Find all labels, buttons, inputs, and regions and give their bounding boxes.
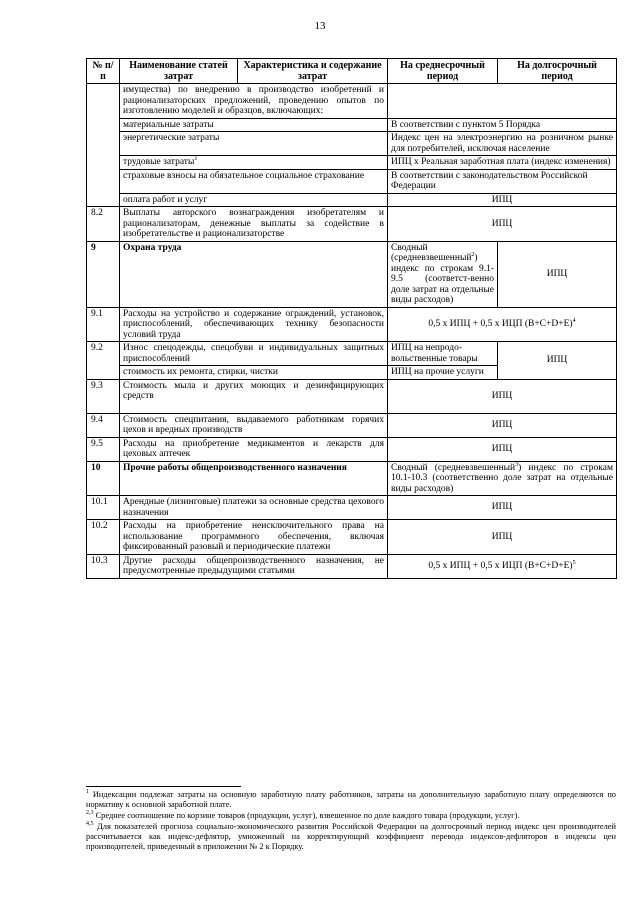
row-name: Стоимость мыла и других моющих и дезинфицирующих средств [120, 379, 388, 413]
table-row [87, 156, 617, 170]
row-value: ИПЦ [388, 207, 617, 242]
row-num: 10.1 [87, 496, 120, 520]
header-medium: На среднесрочный период [388, 59, 498, 84]
row-num: 10.3 [87, 554, 120, 578]
table-row [87, 193, 617, 207]
row-value: ИПЦ [388, 496, 617, 520]
table-row [87, 118, 617, 132]
header-desc: Характеристика и содержание затрат [238, 59, 388, 84]
row-name: Арендные (лизинговые) платежи за основные средства цехового назначения [120, 496, 388, 520]
row-num: 9.5 [87, 437, 120, 461]
row-value: 0,5 х ИПЦ + 0,5 х ИЦП $(B+C+D+E)^4$ [388, 307, 617, 342]
row-text: имущества) по внедрению в производство изобретений и рационализаторских предложений, проведению опытов по изготовлению моделей и образцов, включающих: [120, 84, 388, 119]
row-num: 9 [87, 241, 120, 307]
table-header [87, 59, 617, 84]
table-row [87, 413, 617, 437]
row-value: Индекс цен на электроэнергию на розничном рынке для потребителей, исключая население [388, 132, 617, 156]
row-value: ИПЦ [388, 437, 617, 461]
row-name: трудовые затраты$^1$ [120, 156, 388, 170]
footnote-ref: 4 [572, 317, 576, 324]
row-name: Расходы на приобретение медикаментов и лекарств для цеховых аптечек [120, 437, 388, 461]
row-name: Расходы на приобретение неисключительного права на использование программного обеспечения, включая фиксированный разовый и периодические платежи [120, 520, 388, 555]
row-name: энергетические затраты [120, 132, 388, 156]
table-row [87, 520, 617, 555]
row-name: Другие расходы общепроизводственного назначения, не предусмотренные предыдущими статьями [120, 554, 388, 578]
table-row [87, 241, 617, 307]
table-row [87, 132, 617, 156]
footnote-ref: 2 [471, 251, 475, 258]
row-num: 9.4 [87, 413, 120, 437]
row-name: оплата работ и услуг [120, 193, 388, 207]
row-value: 0,5 х ИПЦ + 0,5 х ИЦП $(B+C+D+E)^5$ [388, 554, 617, 578]
page-number: 13 [314, 20, 326, 32]
row-value-long: ИПЦ [498, 241, 617, 307]
row-value: ИПЦ [388, 193, 617, 207]
table-row [87, 169, 617, 193]
costs-table [86, 58, 617, 579]
footnote-ref: 3 [515, 461, 519, 468]
table-row [87, 84, 617, 119]
row-name: страховые взносы на обязательное социальное страхование [120, 169, 388, 193]
header-name: Наименование статей затрат [120, 59, 238, 84]
table-row [87, 207, 617, 242]
footnote-ref: 5 [572, 559, 576, 566]
row-value-medium: Сводный (средневзвешенный$^2$) индекс по строкам 9.1-9.5 (соответст-венно доле затрат на отдельные виды расходов) [388, 241, 498, 307]
row-num: 9.1 [87, 307, 120, 342]
row-name: Охрана труда [120, 241, 388, 307]
row-num: 9.3 [87, 379, 120, 413]
row-name: Износ спецодежды, спецобуви и индивидуальных защитных приспособлений [120, 342, 388, 366]
row-value: В соответствии с пунктом 5 Порядка [388, 118, 617, 132]
row-name: Прочие работы общепроизводственного назначения [120, 461, 388, 496]
row-name: материальные затраты [120, 118, 388, 132]
table-row [87, 379, 617, 413]
footnote: $^{2,3}$ Среднее соотношение по корзине товаров (продукции, услуг), взвешенное по доле каждого товара (продукции, услуг). [86, 810, 520, 820]
row-num: 10 [87, 461, 120, 496]
row-value: ИПЦ х Реальная заработная плата (индекс изменения) [388, 156, 617, 170]
row-value-long: ИПЦ [498, 342, 617, 380]
row-name: стоимость их ремонта, стирки, чистки [120, 366, 388, 380]
row-num: 8.2 [87, 207, 120, 242]
table-row [87, 496, 617, 520]
table-row [87, 554, 617, 578]
row-num: 10.2 [87, 520, 120, 555]
footnote-divider [86, 786, 241, 787]
header-long: На долгосрочный период [498, 59, 617, 84]
row-name: Стоимость спецпитания, выдаваемого работникам горячих цехов и вредных производств [120, 413, 388, 437]
row-value: Сводный (средневзвешенный$^3$) индекс по строкам 10.1-10.3 (соответственно доле затрат на отдельные виды расходов) [388, 461, 617, 496]
row-value: ИПЦ [388, 520, 617, 555]
row-value-medium: ИПЦ на непродо-вольственные товары [388, 342, 498, 366]
footnote: $^1$ Индексации подлежат затраты на основную заработную плату работников, затраты на дополнительную заработную плату определяются по нормативу к основной заработной плате. [86, 789, 616, 809]
footnote: $^{4,5}$ Для показателей прогноза социально-экономического развития Российской Федерации на долгосрочный период индекс цен производителей рассчитывается как индекс-дефлятор, умноженный на корректирующий коэффициент перевода индексов-дефляторов в индексы цен производителей, приведенный в приложении № 2 к Порядку. [86, 821, 616, 851]
row-name: Выплаты авторского вознаграждения изобретателям и рационализаторам, денежные выплаты за содействие в изобретательстве и рационализаторстве [120, 207, 388, 242]
row-value: ИПЦ [388, 379, 617, 413]
footnote-ref: 1 [194, 155, 198, 162]
table-row [87, 307, 617, 342]
row-name: Расходы на устройство и содержание ограждений, установок, приспособлений, обеспечивающих технику безопасности условий труда [120, 307, 388, 342]
footnotes [86, 790, 616, 853]
row-value-medium: ИПЦ на прочие услуги [388, 366, 498, 380]
row-value: В соответствии с законодательством Российской Федерации [388, 169, 617, 193]
table-row [87, 342, 617, 366]
header-num: № п/п [87, 59, 120, 84]
row-value: ИПЦ [388, 413, 617, 437]
table-row [87, 461, 617, 496]
table-row [87, 437, 617, 461]
row-num: 9.2 [87, 342, 120, 380]
